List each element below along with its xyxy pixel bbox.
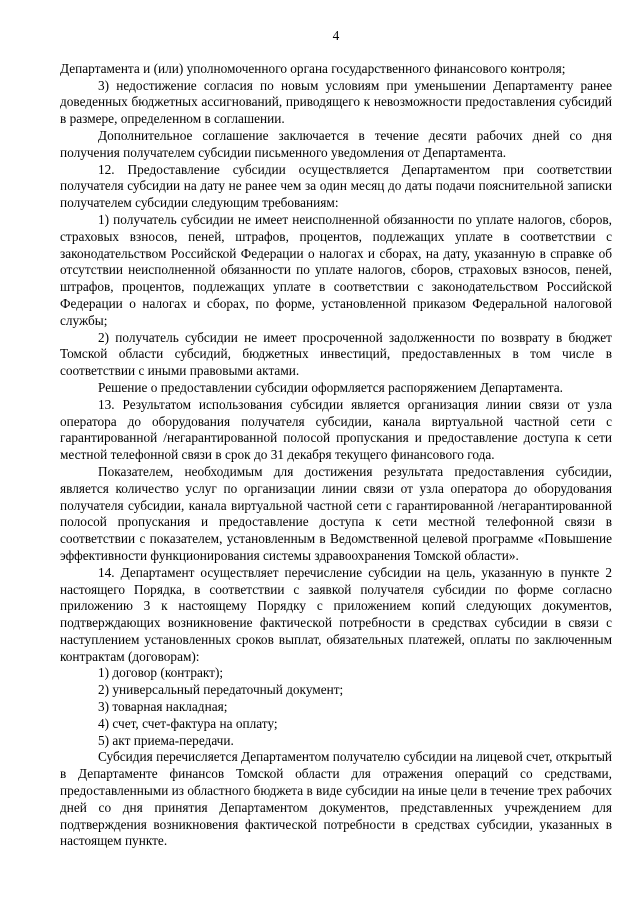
paragraph: 1) договор (контракт); <box>98 665 224 681</box>
page-number: 4 <box>332 28 340 43</box>
paragraph: 3) товарная накладная; <box>98 699 228 715</box>
paragraph: 2) универсальный передаточный документ; <box>98 682 344 698</box>
paragraph: 5) акт приема-передачи. <box>98 732 234 748</box>
paragraph: Департамента и (или) уполномоченного органа государственного финансового контроля; <box>60 60 566 76</box>
paragraph: 4) счет, счет-фактура на оплату; <box>98 715 278 731</box>
document-page <box>60 28 612 850</box>
paragraph: 12. Предоставление субсидии осуществляется Департаментом при соответствии получателя субсидии на дату не ранее чем за один месяц до даты подачи пояснительной записки получателем субсидии следующим требованиям: <box>60 161 612 211</box>
document-body <box>60 61 612 850</box>
paragraph: 13. Результатом использования субсидии является организация линии связи от узла оператора до оборудования получателя субсидии, канала виртуальной частной сети с гарантированной /негарантированной полосой пропускания и предоставление доступа к сети местной телефонной связи в срок до 31 декабря текущего финансового года. <box>60 396 612 463</box>
paragraph: 3) недостижение согласия по новым условиям при уменьшении Департаменту ранее доведенных бюджетных ассигнований, приводящего к невозможности предоставления субсидий в размере, определенном в соглашении. <box>60 77 612 127</box>
paragraph: 1) получатель субсидии не имеет неисполненной обязанности по уплате налогов, сборов, страховых взносов, пеней, штрафов, процентов, подлежащих уплате в соответствии с законодательством Российской Федерации о налогах и сборах, на дату, указанную в справке об отсутствии неисполненной обязанности по уплате налогов, сборов, страховых взносов, пеней, штрафов, процентов, подлежащих уплате в соответствии с законодательством Российской Федерации о налогах и сборах, по форме, установленной приказом Федеральной налоговой службы; <box>60 211 612 328</box>
paragraph: Показателем, необходимым для достижения результата предоставления субсидии, является количество услуг по организации линии связи от узла оператора до оборудования получателя субсидии, канала виртуальной частной сети с гарантированной /негарантированной полосой пропускания и предоставление доступа к сети местной телефонной связи в соответствии с показателем, установленным в Ведомственной целевой программе «Повышение эффективности функционирования системы здравоохранения Томской области». <box>60 463 612 563</box>
paragraph: Субсидия перечисляется Департаментом получателю субсидии на лицевой счет, открытый в Департаменте финансов Томской области для отражения операций со средствами, предоставленными из областного бюджета в виде субсидии на иные цели в течение трех рабочих дней со дня принятия Департаментом документов, представленных учреждением для подтверждения возникновения фактической потребности в средствах субсидии, указанных в настоящем пункте. <box>60 749 613 849</box>
paragraph: Решение о предоставлении субсидии оформляется распоряжением Департамента. <box>98 379 563 395</box>
paragraph: Дополнительное соглашение заключается в течение десяти рабочих дней со дня получения получателем субсидии письменного уведомления от Департамента. <box>60 127 612 160</box>
paragraph: 14. Департамент осуществляет перечисление субсидии на цель, указанную в пункте 2 настоящего Порядка, в соответствии с заявкой получателя субсидии по форме согласно приложению 3 к настоящему Порядку с приложением копий следующих документов, подтверждающих возникновение фактической потребности в средствах субсидии в связи с наступлением установленных сроков выплат, обязательных платежей, оплаты по заключенным контрактам (договорам): <box>60 564 612 664</box>
paragraph: 2) получатель субсидии не имеет просроченной задолженности по возврату в бюджет Томской области субсидий, бюджетных инвестиций, предоставленных в том числе в соответствии с иными правовыми актами. <box>60 329 612 379</box>
